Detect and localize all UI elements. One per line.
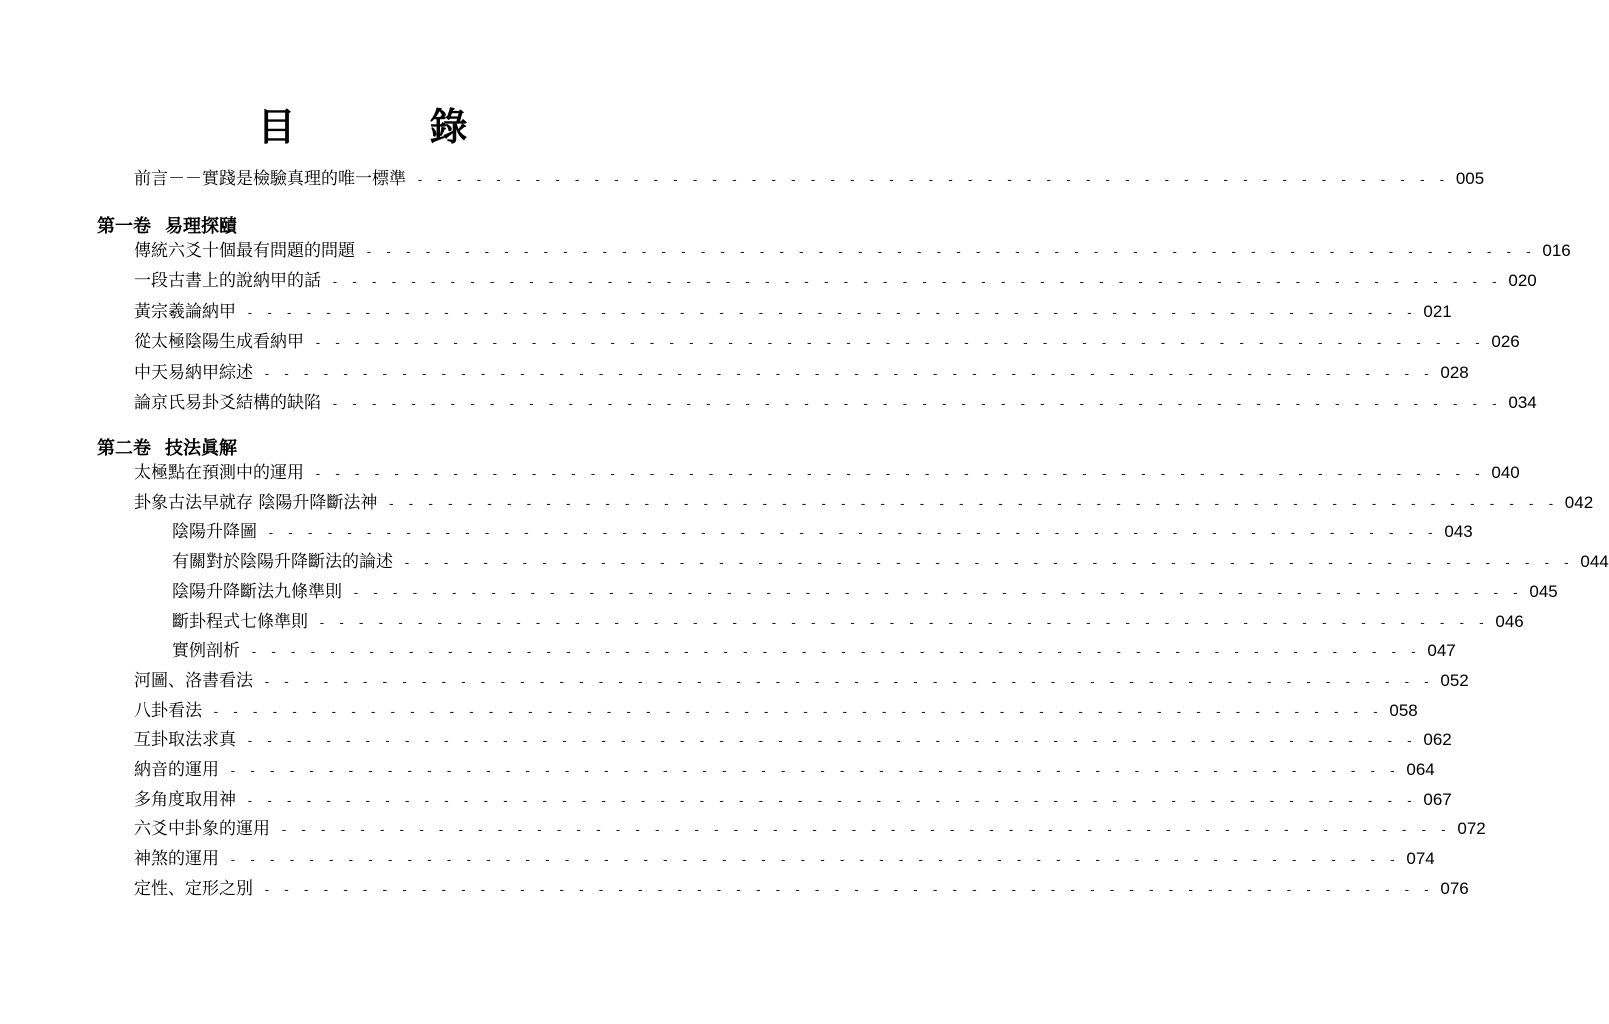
toc-entry-page: 020: [1508, 271, 1537, 291]
toc-entry[interactable]: [134, 878, 1469, 902]
dot-leader: - - - - - - - - - - - - - - - - - - - - - - - - - - - - - - - - - - - - - - - - - - - - - - - - - - - - - - - - - - - -: [229, 764, 1399, 779]
dot-leader: - - - - - - - - - - - - - - - - - - - - - - - - - - - - - - - - - - - - - - - - - - - - - - - - - - - - - - - - - - - -: [331, 397, 1501, 412]
toc-entry[interactable]: [134, 462, 1520, 486]
toc-entry-page: 040: [1491, 463, 1520, 482]
toc-entry[interactable]: [172, 640, 1456, 664]
toc-entry[interactable]: [134, 492, 1594, 516]
toc-entry[interactable]: [172, 581, 1558, 605]
dot-leader: - - - - - - - - - - - - - - - - - - - - - - - - - - - - - - - - - - - - - - - - - - - - - - - - - - - - - - - - - - - -: [246, 305, 1416, 321]
toc-entry[interactable]: [172, 521, 1473, 545]
toc-entry[interactable]: [134, 818, 1486, 842]
toc-entry[interactable]: [134, 301, 1452, 325]
toc-entry-page: 028: [1440, 362, 1469, 382]
toc-entry-title: 黃宗羲論納甲: [134, 301, 236, 322]
toc-entry-page: 047: [1427, 641, 1456, 661]
toc-entry-page: 046: [1495, 611, 1524, 631]
toc-entry[interactable]: [172, 551, 1609, 575]
toc-entry[interactable]: [134, 362, 1469, 386]
toc-entry-page: 064: [1406, 760, 1435, 779]
section-label: 第一卷: [97, 216, 151, 237]
section-name: 技法眞解: [165, 438, 237, 459]
toc-entry[interactable]: [134, 270, 1537, 294]
toc-entry-title: 一段古書上的說納甲的話: [134, 271, 321, 292]
toc-entry-page: 072: [1457, 819, 1486, 839]
toc-entry-title: 中天易納甲綜述: [134, 362, 253, 383]
toc-entry-page: 074: [1406, 849, 1435, 869]
toc-entry[interactable]: [134, 729, 1452, 753]
toc-entry-page: 016: [1542, 241, 1571, 260]
dot-leader: - - - - - - - - - - - - - - - - - - - - - - - - - - - - - - - - - - - - - - - - - - - - - - - - - - - - - - - - - - - -: [365, 245, 1535, 260]
toc-entry-title: 八卦看法: [134, 700, 202, 721]
toc-entry-title: 前言－－實踐是檢驗真理的唯一標準: [134, 169, 406, 189]
toc-entry[interactable]: [134, 331, 1520, 355]
toc-entry[interactable]: [134, 700, 1418, 724]
toc-entry[interactable]: [134, 240, 1571, 264]
toc-entry-title: 傳統六爻十個最有問題的問題: [134, 241, 355, 261]
toc-entry-title: 河圖、洛書看法: [134, 670, 253, 691]
toc-entry-preface[interactable]: [134, 168, 1485, 192]
dot-leader: - - - - - - - - - - - - - - - - - - - - - - - - - - - - - - - - - - - - - - - - - - - - - - - - - - - - - - - - - - - -: [331, 275, 1501, 291]
dot-leader: - - - - - - - - - - - - - - - - - - - - - - - - - - - - - - - - - - - - - - - - - - - - - - - - - - - - - - - - - - - -: [318, 615, 1488, 631]
dot-leader: - - - - - - - - - - - - - - - - - - - - - - - - - - - - - - - - - - - - - - - - - - - - - - - - - - - - - - - - - - - -: [246, 734, 1416, 750]
toc-entry-page: 052: [1440, 670, 1469, 690]
toc-entry-title: 有關對於陰陽升降斷法的論述: [172, 552, 393, 573]
section-heading-1: [97, 212, 237, 238]
toc-entry-title: 斷卦程式七條準則: [172, 611, 308, 632]
section-name: 易理探賾: [165, 216, 237, 237]
dot-leader: - - - - - - - - - - - - - - - - - - - - - - - - - - - - - - - - - - - - - - - - - - - - - - - - - - - - - - - - - - - -: [267, 526, 1437, 542]
toc-entry-page: 044: [1580, 552, 1609, 572]
toc-entry-title: 陰陽升降斷法九條準則: [172, 581, 342, 602]
toc-entry-page: 043: [1444, 522, 1473, 542]
toc-entry-page: 058: [1389, 700, 1418, 720]
toc-entry-title: 神煞的運用: [134, 849, 219, 870]
toc-entry-page: 076: [1440, 878, 1469, 898]
toc-entry-page: 045: [1529, 581, 1558, 601]
dot-leader: - - - - - - - - - - - - - - - - - - - - - - - - - - - - - - - - - - - - - - - - - - - - - - - - - - - - - - - - - - - -: [280, 823, 1450, 839]
toc-entry-title: 卦象古法早就存 陰陽升降斷法神: [134, 492, 378, 513]
toc-entry-title: 論京氏易卦爻結構的缺陷: [134, 393, 321, 413]
page-title: 目 錄: [257, 104, 516, 149]
toc-entry[interactable]: [134, 759, 1435, 783]
section-label: 第二卷: [97, 438, 151, 459]
toc-entry-title: 從太極陰陽生成看納甲: [134, 332, 304, 353]
toc-entry[interactable]: [134, 848, 1435, 872]
toc-entry-page: 026: [1491, 332, 1520, 352]
toc-entry-title: 多角度取用神: [134, 789, 236, 810]
toc-entry-page: 067: [1423, 789, 1452, 809]
dot-leader: - - - - - - - - - - - - - - - - - - - - - - - - - - - - - - - - - - - - - - - - - - - - - - - - - - - - - - - - - - - -: [246, 793, 1416, 809]
dot-leader: - - - - - - - - - - - - - - - - - - - - - - - - - - - - - - - - - - - - - - - - - - - - - - - - - - - - - - - - - - - -: [387, 496, 1557, 512]
dot-leader: - - - - - - - - - - - - - - - - - - - - - - - - - - - - - - - - - - - - - - - - - - - - - - - - - - - - - - - - - - - -: [263, 366, 1433, 382]
toc-entry-title: 太極點在預測中的運用: [134, 463, 304, 483]
toc-entry-title: 實例剖析: [172, 641, 240, 662]
toc-entry-page: 062: [1423, 730, 1452, 750]
toc-entry-title: 納音的運用: [134, 760, 219, 780]
dot-leader: - - - - - - - - - - - - - - - - - - - - - - - - - - - - - - - - - - - - - - - - - - - - - - - - - - - - - - - - - - - -: [229, 853, 1399, 869]
dot-leader: - - - - - - - - - - - - - - - - - - - - - - - - - - - - - - - - - - - - - - - - - - - - - - - - - - - - - - - - - - - -: [212, 704, 1382, 720]
toc-entry[interactable]: [172, 611, 1524, 635]
dot-leader: - - - - - - - - - - - - - - - - - - - - - - - - - - - - - - - - - - - - - - - - - - - - - - - - - - - - - - - - - - - -: [263, 674, 1433, 690]
dot-leader: - - - - - - - - - - - - - - - - - - - - - - - - - - - - - - - - - - - - - - - - - - - - - - - - - - - - - - - - - - - -: [314, 467, 1484, 482]
toc-entry-title: 互卦取法求真: [134, 730, 236, 751]
dot-leader: - - - - - - - - - - - - - - - - - - - - - - - - - - - - - - - - - - - - - - - - - - - - - - - - - - - - - - - - - - - -: [250, 645, 1420, 661]
toc-entry-title: 六爻中卦象的運用: [134, 819, 270, 840]
dot-leader: - - - - - - - - - - - - - - - - - - - - - - - - - - - - - - - - - - - - - - - - - - - - - - - - - - - - - - - - - - - -: [352, 585, 1522, 601]
toc-entry-title: 定性、定形之別: [134, 878, 253, 899]
dot-leader: - - - - - - - - - - - - - - - - - - - - - - - - - - - - - - - - - - - - - - - - - - - - - - - - - - - - - - - - - - - -: [263, 882, 1433, 898]
toc-entry-page: 042: [1564, 492, 1594, 512]
toc-entry-page: 034: [1508, 393, 1537, 412]
toc-entry[interactable]: [134, 670, 1469, 694]
dot-leader: - - - - - - - - - - - - - - - - - - - - - - - - - - - - - - - - - - - - - - - - - - - - - - - - - - - - - - - - - - - -: [403, 556, 1573, 572]
toc-entry-title: 陰陽升降圖: [172, 522, 257, 543]
dot-leader: - - - - - - - - - - - - - - - - - - - - - - - - - - - - - - - - - - - - - - - - - - - - - - - - - - - - - - - - - - - -: [314, 336, 1484, 352]
toc-entry-page: 021: [1423, 301, 1452, 321]
toc-entry[interactable]: [134, 392, 1537, 416]
section-heading-2: [97, 434, 237, 460]
toc-entry[interactable]: [134, 789, 1452, 813]
toc-entry-page: 005: [1455, 169, 1485, 188]
dot-leader: - - - - - - - - - - - - - - - - - - - - - - - - - - - - - - - - - - - - - - - - - - - - - - - - - - - - -: [416, 173, 1448, 188]
